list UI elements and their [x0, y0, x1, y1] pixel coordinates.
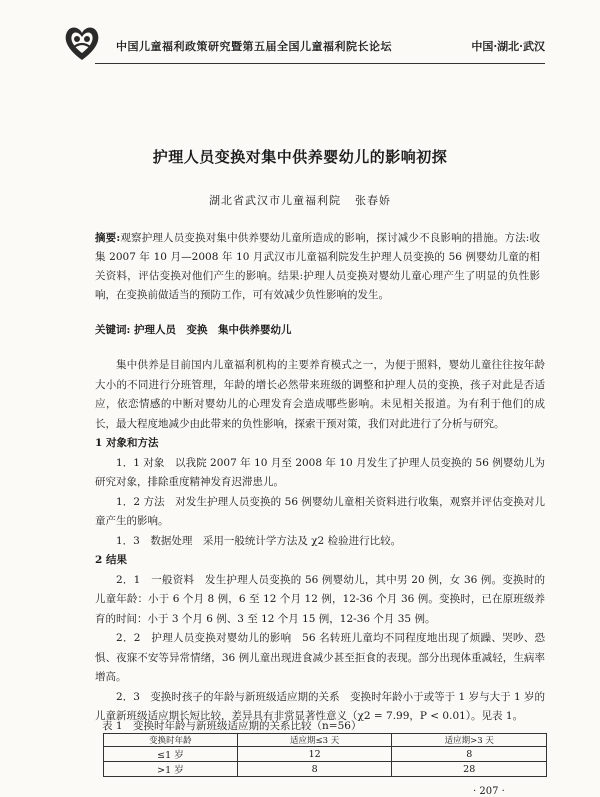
keywords: [95, 322, 540, 337]
conference-location: 中国·湖北·武汉: [471, 40, 545, 53]
paragraph: 1．2 方法 对发生护理人员变换的 56 例婴幼儿童相关资料进行收集，观察并评估变换对儿童产生的影响。: [95, 495, 545, 527]
table-header-row: [104, 734, 547, 747]
abstract: [95, 229, 540, 305]
table-cell: >1 岁: [104, 762, 238, 777]
section-heading: 2 结果: [95, 554, 127, 566]
abstract-method-label: 方法:: [504, 232, 530, 244]
paragraph: 2．3 变换时孩子的年龄与新班级适应期的关系 变换时年龄小于或等于 1 岁与大于 1 岁的儿童新班级适应期长短比较，差异具有非常显著性意义（χ2 = 7.99，P < 0.01）。见表 1。: [95, 690, 545, 722]
table-row: [104, 762, 547, 777]
intro-paragraph: 集中供养是目前国内儿童福利机构的主要养育模式之一，为便于照料，婴幼儿童往往按年龄大小的不同进行分班管理，年龄的增长必然带来班级的调整和护理人员的变换，孩子对此是否适应，依恋情感的中断对婴幼儿的心理发育会造成哪些影响。未见相关报道。为有利于他们的成长，最大程度地减少由此带来的负性影响，探索干预对策，我们对此进行了分析与研究。: [95, 359, 545, 430]
paper-title: 护理人员变换对集中供养婴幼儿的影响初探: [152, 148, 448, 166]
abstract-objective: 观察护理人员变换对集中供养婴幼儿童所造成的影响，探讨减少不良影响的措施。: [120, 232, 505, 244]
paragraph: 2．2 护理人员变换对婴幼儿的影响 56 名转班儿童均不同程度地出现了烦躁、哭吵、恐惧、夜寐不安等异常情绪，36 例儿童出现进食减少甚至拒食的表现。部分出现体重减轻，生病率增高。: [95, 632, 545, 683]
keywords-label: 关键词:: [95, 324, 131, 336]
table-header-cell: 适应期≤3 天: [237, 734, 392, 747]
paper-body: [95, 356, 545, 727]
abstract-result-label: 结果:: [278, 270, 304, 282]
author-line: [0, 192, 600, 208]
table-header-cell: 变换时年龄: [104, 734, 238, 747]
author-affiliation: 湖北省武汉市儿童福利院: [209, 194, 341, 207]
table-cell: 8: [392, 747, 547, 762]
keywords-items: 护理人员 变换 集中供养婴幼儿: [134, 324, 292, 336]
table-cell: 28: [392, 762, 547, 777]
table-header-cell: 适应期>3 天: [392, 734, 547, 747]
table-cell: ≤1 岁: [104, 747, 238, 762]
running-title: 中国儿童福利政策研究暨第五届全国儿童福利院长论坛: [116, 40, 392, 53]
paragraph: 1．3 数据处理 采用一般统计学方法及 χ2 检验进行比较。: [116, 534, 402, 547]
page-header: [60, 20, 545, 64]
section-heading: 1 对象和方法: [95, 437, 159, 449]
paragraph: 2．1 一般资料 发生护理人员变换的 56 例婴幼儿，其中男 20 例，女 36 例。变换时的儿童年龄：小于 6 个月 8 例，6 至 12 个月 12 例，12-36 个月 36 例。变换时，已在原班级养育的时间：小于 3 个月 6 例、3 至 12 个月 15 例，12-36 个月 35 例。: [95, 573, 545, 625]
page-number: · 207 ·: [473, 786, 505, 797]
abstract-label: 摘要:: [95, 232, 121, 244]
header-rule: [95, 63, 545, 64]
table-row: [104, 747, 547, 762]
table-cell: 12: [237, 747, 392, 762]
paragraph: 1．1 对象 以我院 2007 年 10 月至 2008 年 10 月发生了护理人员变换的 56 例婴幼儿为研究对象，排除重度精神发育迟滞患儿。: [95, 456, 545, 488]
table-cell: 8: [237, 762, 392, 777]
results-table: [103, 733, 547, 777]
author-name: 张春娇: [355, 194, 391, 207]
table-caption: 表 1 变换时年龄与新班级适应期的关系比较（n=56）: [102, 720, 362, 732]
forum-logo-icon: [60, 20, 104, 64]
abstract-method: 收集 2007 年 10 月—2008 年 10 月武汉市儿童福利院发生护理人员变换的 56 例婴幼儿童的相关资料，评估变换对他们产生的影响。: [95, 232, 540, 282]
abstract-result: 护理人员变换对婴幼儿童心理产生了明显的负性影响，在变换前做适当的预防工作，可有效减少负性影响的发生。: [95, 270, 541, 301]
